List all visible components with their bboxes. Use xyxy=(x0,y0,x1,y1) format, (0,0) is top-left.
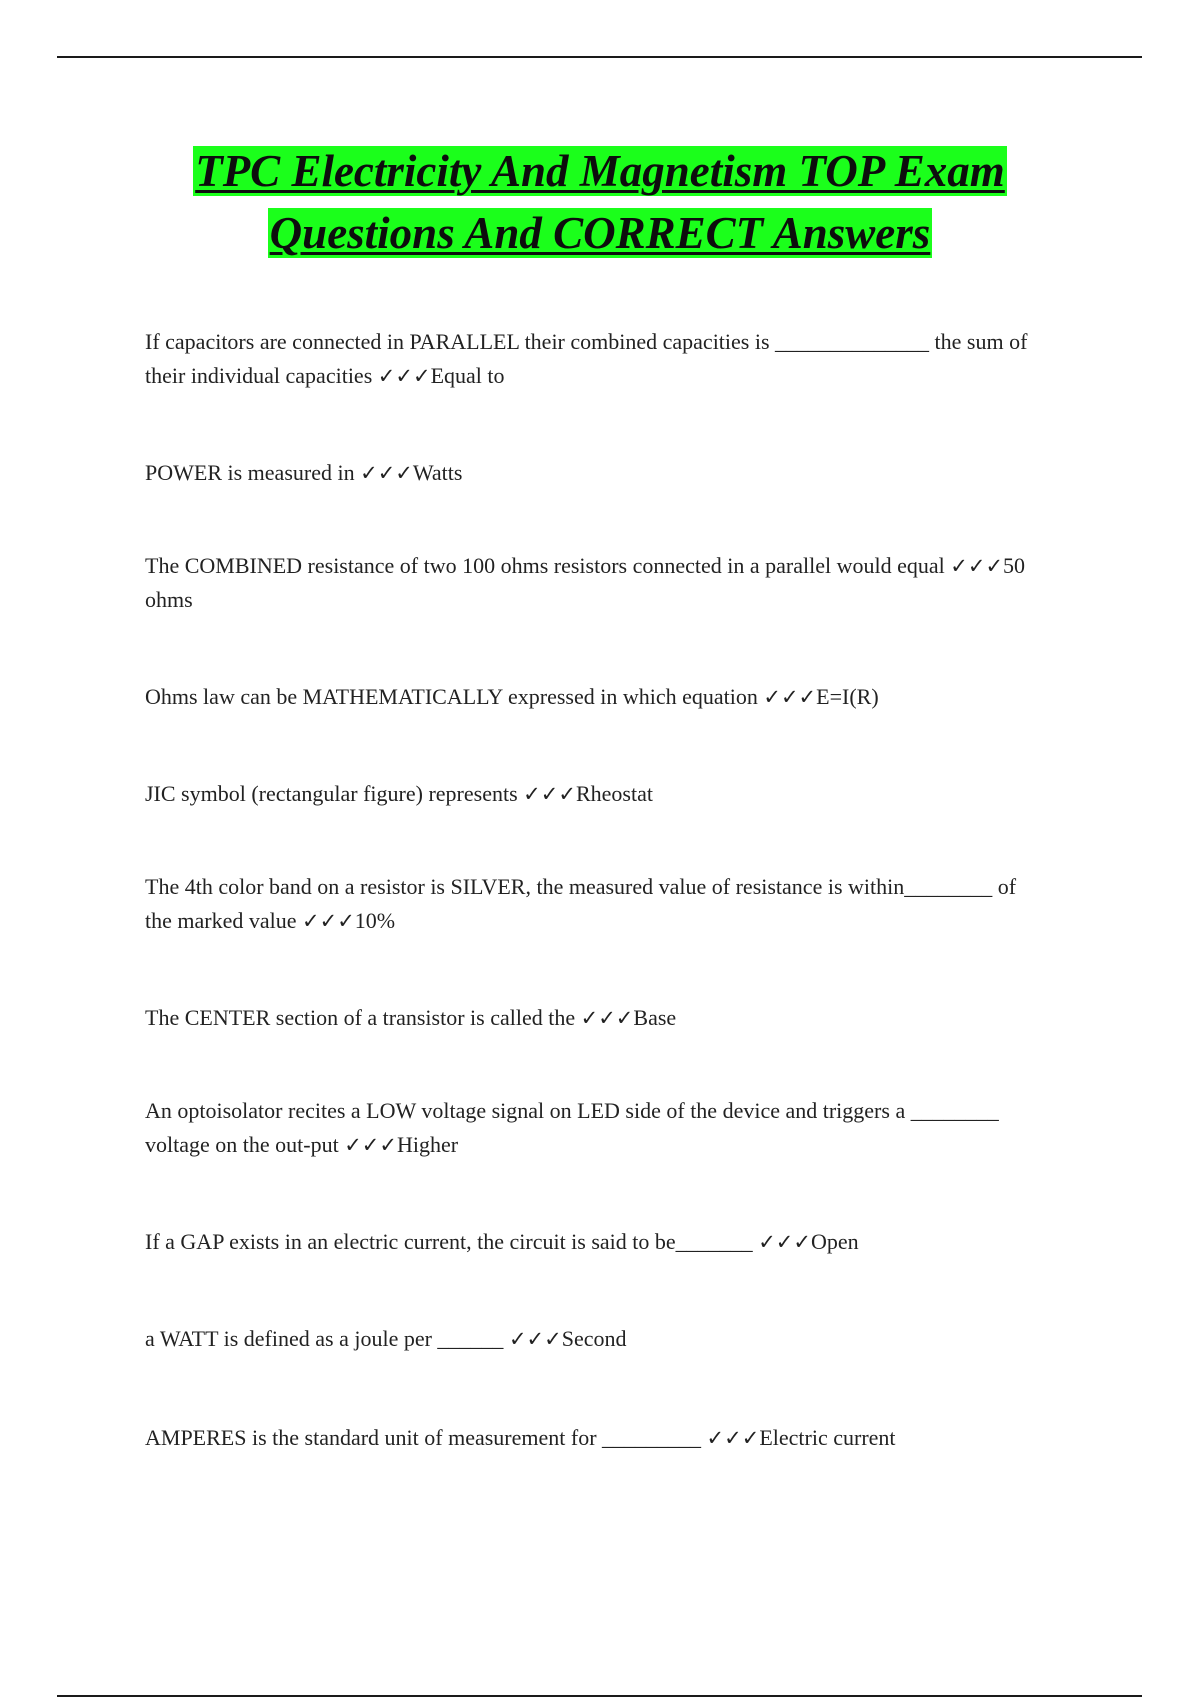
document-title xyxy=(0,140,1200,264)
answer-text: Open xyxy=(810,1229,859,1254)
answer-text: Second xyxy=(561,1326,627,1351)
question-text: a WATT is defined as a joule per ______ xyxy=(145,1326,504,1351)
checkmark-icon: ✓✓✓ xyxy=(763,685,817,709)
checkmark-icon: ✓✓✓ xyxy=(377,364,431,388)
question-text: JIC symbol (rectangular figure) represents xyxy=(145,781,518,806)
top-rule xyxy=(57,56,1142,58)
answer-text: 50 ohms xyxy=(145,553,1026,612)
answer-text: Base xyxy=(633,1005,677,1030)
title-line-2: Questions And CORRECT Answers xyxy=(269,208,931,258)
question-text: POWER is measured in xyxy=(145,460,355,485)
question-text: If capacitors are connected in PARALLEL their combined capacities is ______________ the sum of their individual capacities xyxy=(145,329,1028,388)
answer-text: Electric current xyxy=(759,1425,896,1450)
checkmark-icon: ✓✓✓ xyxy=(523,782,576,806)
answer-text: 10% xyxy=(354,908,396,933)
answer-text: E=I(R) xyxy=(816,684,879,709)
answer-text: Watts xyxy=(412,460,463,485)
checkmark-icon: ✓✓✓ xyxy=(508,1327,562,1351)
answer-text: Equal to xyxy=(430,363,505,388)
checkmark-icon: ✓✓✓ xyxy=(302,909,355,933)
question-text: The 4th color band on a resistor is SILVER, the measured value of resistance is within________ of the marked value xyxy=(145,874,1017,933)
qa-item xyxy=(145,870,1045,938)
answer-text: Higher xyxy=(396,1132,459,1157)
question-text: The COMBINED resistance of two 100 ohms resistors connected in a parallel would equal xyxy=(145,553,945,578)
qa-item xyxy=(145,1421,1045,1455)
qa-item xyxy=(145,777,1045,811)
checkmark-icon: ✓✓✓ xyxy=(580,1006,634,1030)
qa-item xyxy=(145,1225,1045,1259)
checkmark-icon: ✓✓✓ xyxy=(950,554,1004,578)
question-text: An optoisolator recites a LOW voltage signal on LED side of the device and triggers a ________ voltage on the out-put xyxy=(145,1098,999,1157)
checkmark-icon: ✓✓✓ xyxy=(706,1426,760,1450)
qa-item xyxy=(145,1322,1045,1356)
qa-item xyxy=(145,456,1045,490)
bottom-rule xyxy=(57,1695,1142,1697)
qa-item xyxy=(145,325,1045,393)
qa-item xyxy=(145,1094,1045,1162)
qa-item xyxy=(145,680,1045,714)
checkmark-icon: ✓✓✓ xyxy=(360,461,413,485)
question-text: Ohms law can be MATHEMATICALLY expressed in which equation xyxy=(145,684,758,709)
answer-text: Rheostat xyxy=(575,781,653,806)
qa-item xyxy=(145,549,1045,617)
checkmark-icon: ✓✓✓ xyxy=(758,1230,811,1254)
title-line-1: TPC Electricity And Magnetism TOP Exam xyxy=(195,146,1005,196)
question-text: AMPERES is the standard unit of measurement for _________ xyxy=(145,1425,702,1450)
checkmark-icon: ✓✓✓ xyxy=(344,1133,397,1157)
question-text: If a GAP exists in an electric current, the circuit is said to be_______ xyxy=(145,1229,753,1254)
question-text: The CENTER section of a transistor is called the xyxy=(145,1005,576,1030)
qa-item xyxy=(145,1001,1045,1035)
